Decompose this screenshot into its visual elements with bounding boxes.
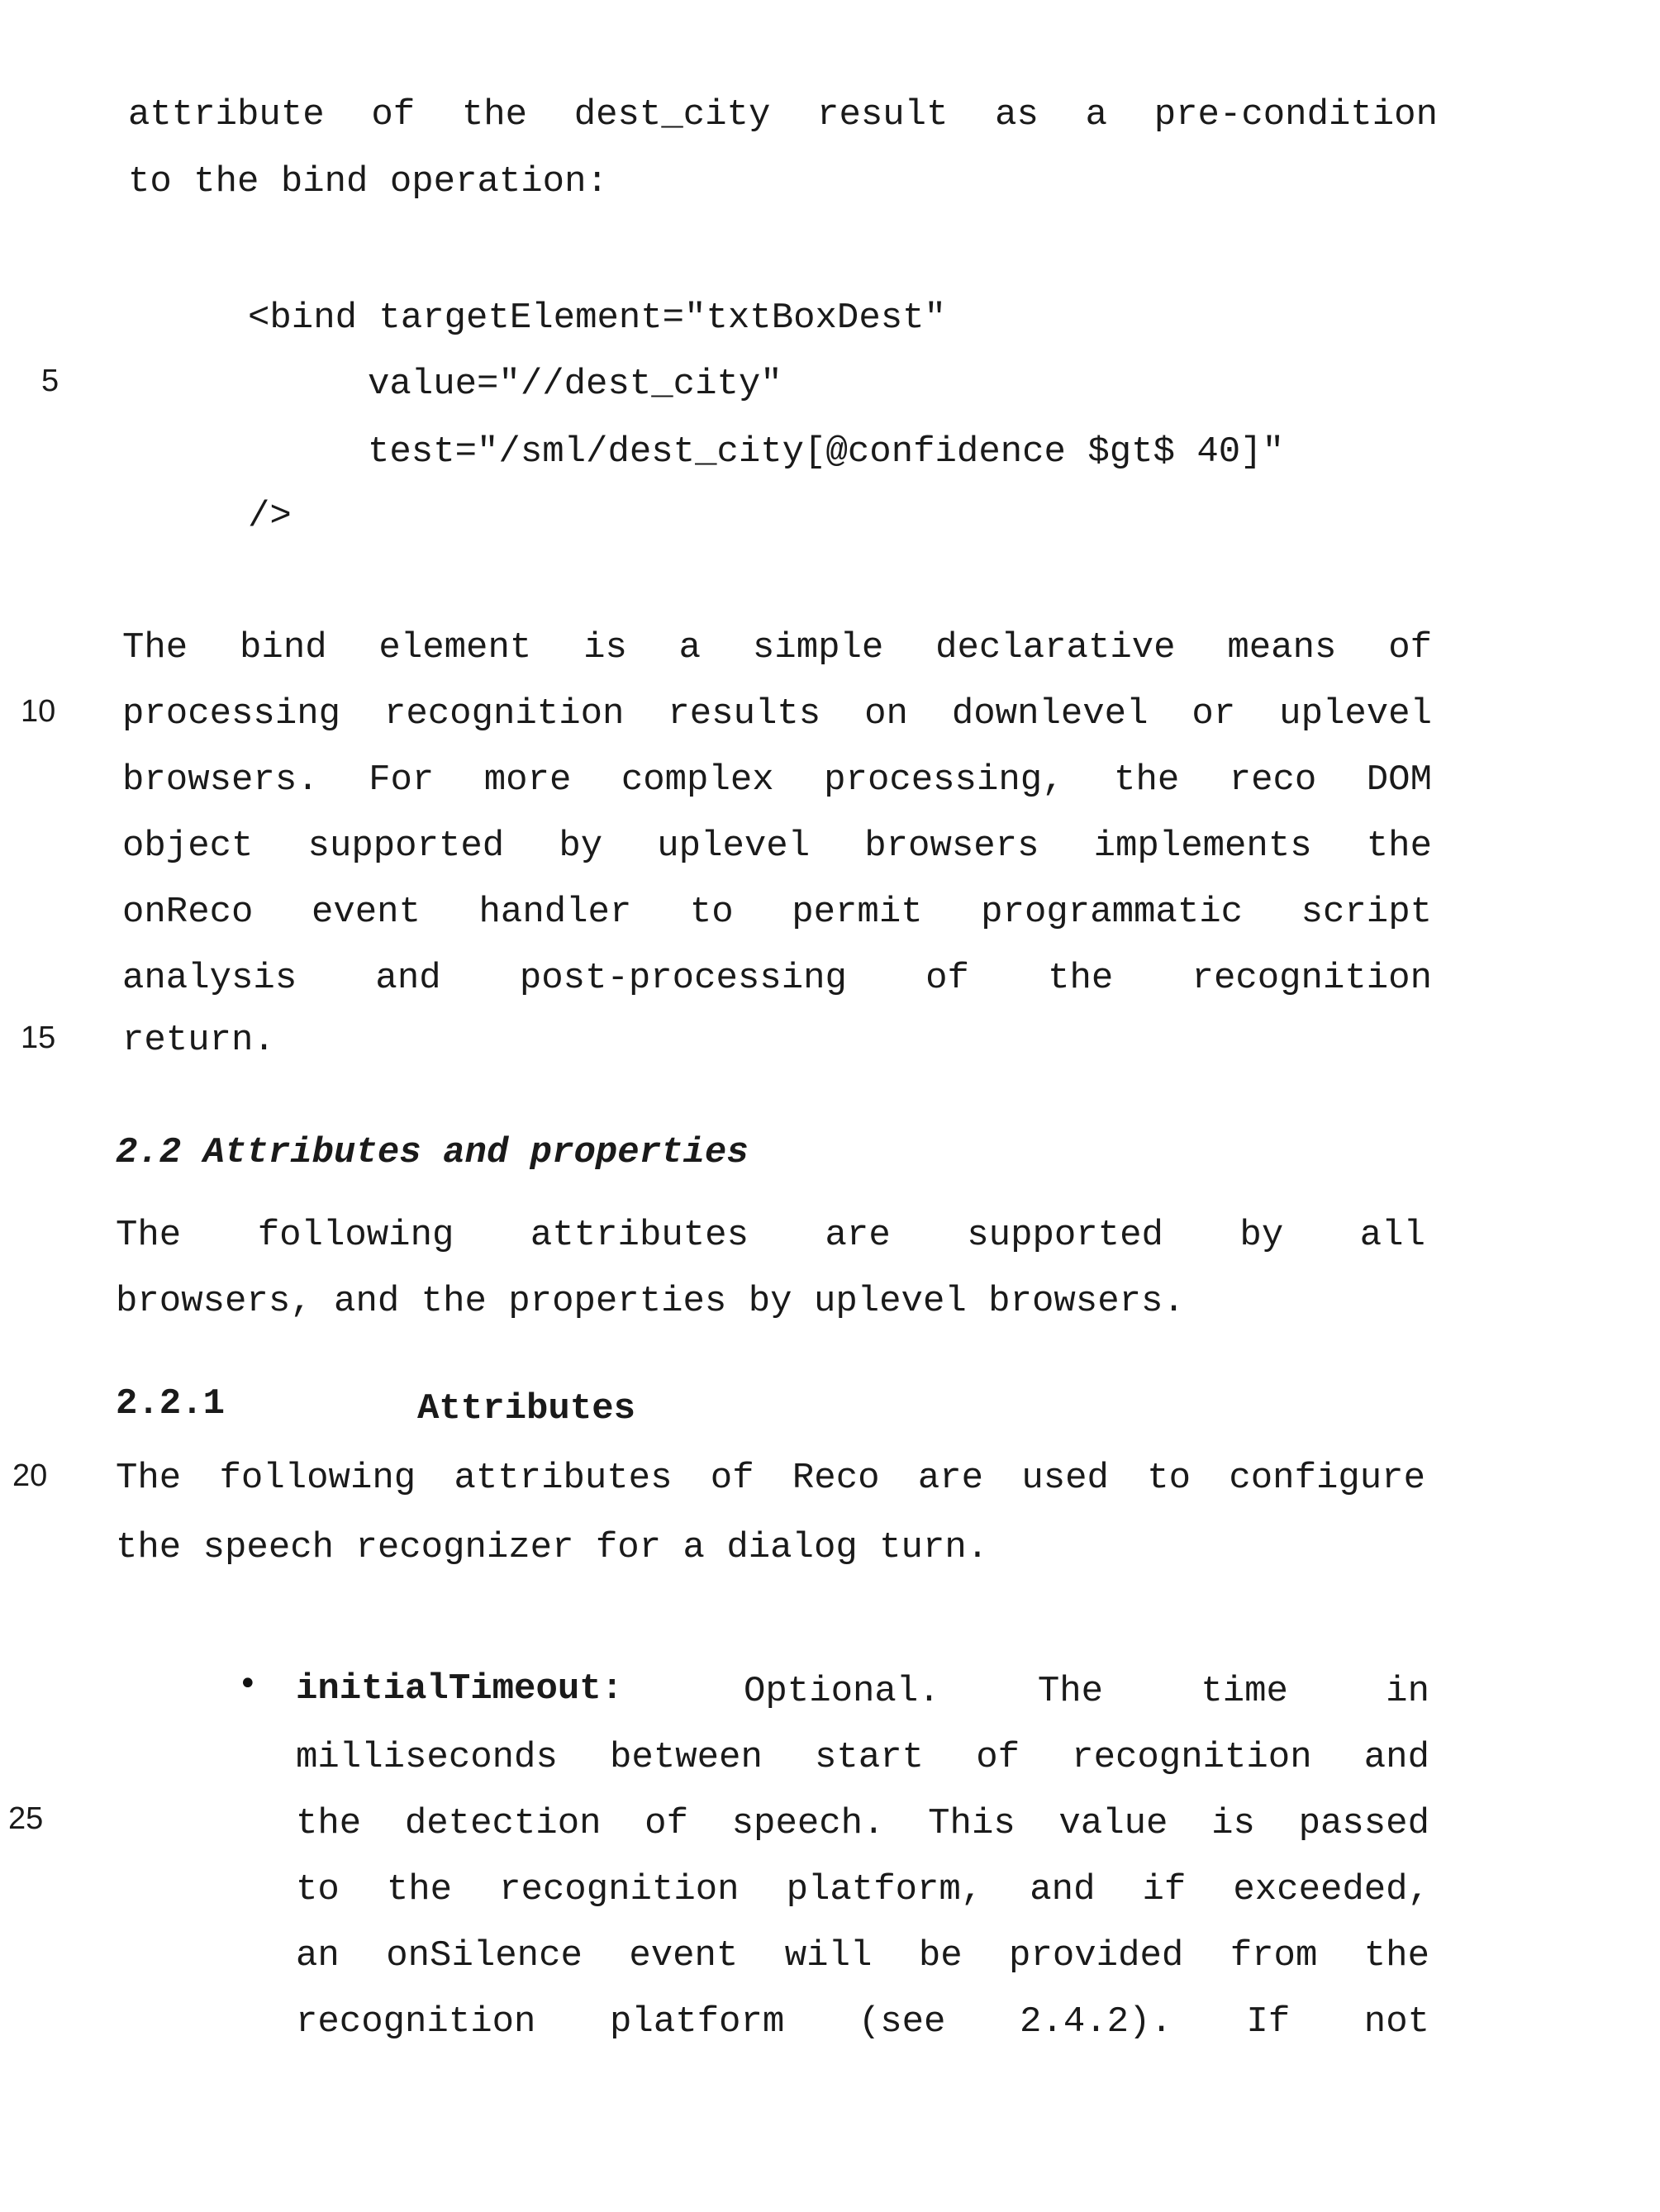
intro-line-2: to the bind operation: xyxy=(128,161,608,202)
bullet-term: initialTimeout: xyxy=(296,1668,624,1710)
intro-line-1: attribute of the dest_city result as a pre-condition xyxy=(128,94,1438,136)
heading-2-2-1-number: 2.2.1 xyxy=(116,1383,226,1425)
para2-line-2: browsers, and the properties by uplevel browsers. xyxy=(116,1281,1185,1322)
bullet-line-2: milliseconds between start of recognition and xyxy=(296,1737,1429,1778)
bullet-line-1: Optional. The time in xyxy=(744,1671,1429,1712)
code-line-3: test="/sml/dest_city[@confidence $gt$ 40]" xyxy=(368,431,1284,473)
para1-line-3: browsers. For more complex processing, the reco DOM xyxy=(122,759,1432,801)
para1-line-7: return. xyxy=(122,1020,275,1061)
para1-line-6: analysis and post-processing of the recognition xyxy=(122,958,1432,999)
line-number-20: 20 xyxy=(12,1458,48,1493)
heading-2-2: 2.2 Attributes and properties xyxy=(116,1132,749,1173)
para1-line-2: processing recognition results on downlevel or uplevel xyxy=(122,693,1432,735)
line-number-25: 25 xyxy=(8,1801,44,1836)
bullet-line-6: recognition platform (see 2.4.2). If not xyxy=(296,2001,1429,2043)
bullet-line-4: to the recognition platform, and if exceeded, xyxy=(296,1869,1429,1910)
line-number-15: 15 xyxy=(21,1020,56,1055)
code-line-2: value="//dest_city" xyxy=(368,364,782,405)
bullet-icon: • xyxy=(238,1665,258,1703)
para2-line-1: The following attributes are supported by all xyxy=(116,1215,1425,1256)
para3-line-1: The following attributes of Reco are used to configure xyxy=(116,1458,1425,1499)
para1-line-4: object supported by uplevel browsers implements the xyxy=(122,825,1432,867)
code-line-4: /> xyxy=(248,496,292,537)
para1-line-1: The bind element is a simple declarative means of xyxy=(122,627,1432,668)
line-number-10: 10 xyxy=(21,694,56,729)
para1-line-5: onReco event handler to permit programmatic script xyxy=(122,892,1432,933)
line-number-5: 5 xyxy=(41,364,59,398)
bullet-line-5: an onSilence event will be provided from the xyxy=(296,1935,1429,1977)
bullet-line-3: the detection of speech. This value is passed xyxy=(296,1803,1429,1844)
code-line-1: <bind targetElement="txtBoxDest" xyxy=(248,297,946,339)
para3-line-2: the speech recognizer for a dialog turn. xyxy=(116,1527,989,1568)
heading-2-2-1-title: Attributes xyxy=(417,1388,636,1429)
